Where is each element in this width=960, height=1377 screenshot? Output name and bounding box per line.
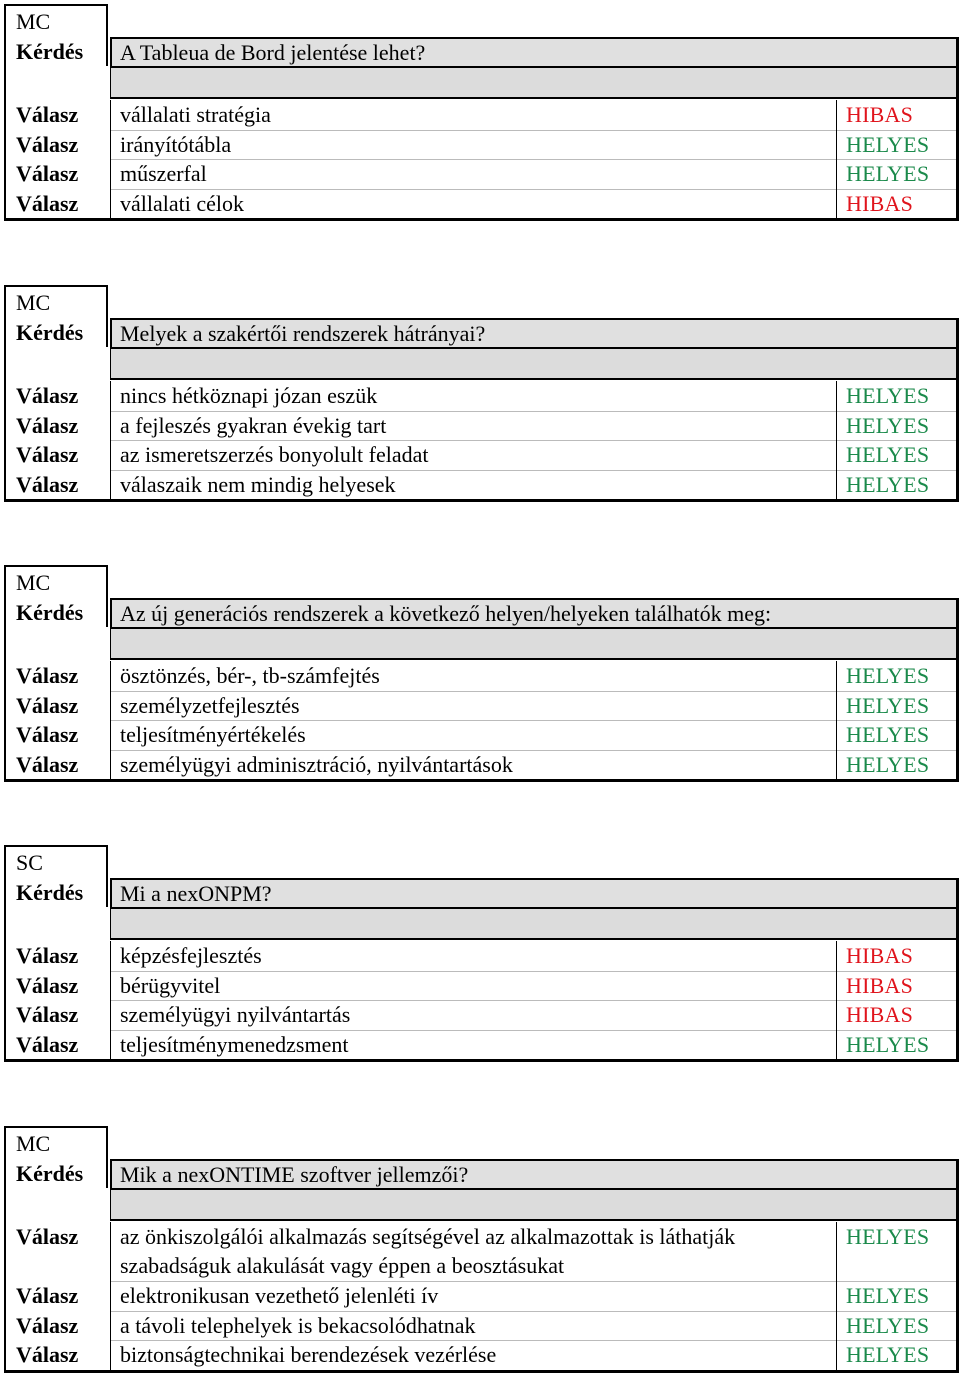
answer-verdict: HIBAS: [846, 972, 914, 998]
blank-row: [110, 909, 959, 939]
verdict-divider: [836, 941, 837, 1059]
frame-left: [4, 907, 6, 1061]
header-empty-cell: [108, 4, 959, 37]
answer-verdict: HIBAS: [846, 943, 914, 968]
answer-verdict: HELYES: [846, 383, 930, 408]
answer-row: [4, 1222, 959, 1281]
answer-verdict: HELYES: [846, 1031, 930, 1057]
answer-label: Válasz: [16, 722, 79, 747]
question-label: Kérdés: [16, 1161, 84, 1186]
answer-text: válaszaik nem mindig helyesek: [120, 471, 396, 497]
answers-top-line: [110, 98, 959, 99]
answers-top-line: [110, 939, 959, 940]
answer-text: biztonságtechnikai berendezések vezérlése: [120, 1342, 497, 1367]
answer-verdict: HELYES: [846, 722, 930, 747]
answer-verdict: HELYES: [846, 751, 930, 777]
answer-verdict: HELYES: [846, 663, 930, 688]
answer-text: teljesítménymenedzsment: [120, 1031, 349, 1057]
answer-verdict: HELYES: [846, 1342, 930, 1367]
answer-label: Válasz: [16, 943, 79, 968]
answer-verdict: HELYES: [846, 1224, 930, 1249]
question-text: Az új generációs rendszerek a következő helyen/helyeken találhatók meg:: [120, 601, 772, 626]
answer-label: Válasz: [16, 131, 79, 157]
frame-right: [956, 909, 959, 1061]
answer-label: Válasz: [16, 412, 79, 438]
answer-verdict: HIBAS: [846, 1002, 914, 1027]
answer-label: Válasz: [16, 190, 79, 216]
label-divider: [110, 100, 111, 218]
answer-text: ösztönzés, bér-, tb-számfejtés: [120, 663, 380, 688]
answer-text: irányítótábla: [120, 131, 232, 157]
frame-bottom: [4, 779, 959, 782]
answer-row: [4, 1000, 959, 1030]
label-divider: [110, 941, 111, 1059]
answer-row: [4, 971, 959, 1001]
block-type-label: MC: [16, 290, 51, 315]
answer-label: Válasz: [16, 972, 79, 998]
answer-label: Válasz: [16, 692, 79, 718]
answer-verdict: HELYES: [846, 161, 930, 186]
verdict-divider: [836, 100, 837, 218]
answer-row: [4, 1281, 959, 1311]
question-text: Mi a nexONPM?: [120, 881, 272, 906]
answer-label: Válasz: [16, 442, 79, 467]
block-type-label: MC: [16, 1131, 51, 1156]
frame-right: [956, 629, 959, 781]
answer-label: Válasz: [16, 1002, 79, 1027]
verdict-divider: [836, 661, 837, 779]
frame-right: [956, 1190, 959, 1372]
blank-row: [110, 629, 959, 659]
answer-verdict: HELYES: [846, 412, 930, 438]
answer-text: személyügyi adminisztráció, nyilvántartások: [120, 751, 513, 777]
answer-text: vállalati célok: [120, 190, 244, 216]
answer-text: személyügyi nyilvántartás: [120, 1002, 351, 1027]
answer-row: [4, 470, 959, 500]
frame-left: [4, 347, 6, 501]
header-empty-cell: [108, 845, 959, 878]
verdict-divider: [836, 381, 837, 499]
answers-top-line: [110, 659, 959, 660]
answer-row: [4, 1340, 959, 1370]
label-divider: [110, 1222, 111, 1370]
answer-label: Válasz: [16, 471, 79, 497]
answer-text: képzésfejlesztés: [120, 943, 262, 968]
answer-text: bérügyvitel: [120, 972, 221, 998]
answer-row: [4, 440, 959, 470]
answer-label: Válasz: [16, 751, 79, 777]
frame-left: [4, 627, 6, 781]
answer-label: Válasz: [16, 161, 79, 186]
blank-row: [110, 1190, 959, 1220]
answer-row: [4, 159, 959, 189]
frame-left: [4, 1188, 6, 1372]
question-text: Mik a nexONTIME szoftver jellemzői?: [120, 1162, 469, 1187]
header-empty-cell: [108, 565, 959, 598]
answers-top-line: [110, 379, 959, 380]
blank-row: [110, 349, 959, 379]
label-divider: [110, 661, 111, 779]
answer-label: Válasz: [16, 383, 79, 408]
answer-text: a távoli telephelyek is bekacsolódhatnak: [120, 1312, 476, 1338]
answer-label: Válasz: [16, 102, 79, 127]
answer-row: [4, 381, 959, 411]
answer-row: [4, 1030, 959, 1060]
frame-right: [956, 68, 959, 220]
answer-verdict: HELYES: [846, 131, 930, 157]
header-empty-cell: [108, 285, 959, 318]
answer-row: [4, 189, 959, 219]
block-type-label: SC: [16, 850, 43, 875]
answer-row: [4, 941, 959, 971]
block-type-label: MC: [16, 9, 51, 34]
verdict-divider: [836, 1222, 837, 1370]
answer-row: [4, 100, 959, 130]
answer-row: [4, 691, 959, 721]
header-empty-cell: [108, 1126, 959, 1159]
answer-row: [4, 130, 959, 160]
block-type-label: MC: [16, 570, 51, 595]
frame-bottom: [4, 1370, 959, 1373]
answer-label: Válasz: [16, 663, 79, 688]
answer-label: Válasz: [16, 1283, 79, 1308]
answer-verdict: HELYES: [846, 1283, 930, 1308]
answer-text: nincs hétköznapi józan eszük: [120, 383, 378, 408]
frame-bottom: [4, 218, 959, 221]
answer-verdict: HELYES: [846, 1312, 930, 1338]
blank-row: [110, 68, 959, 98]
answer-row: [4, 750, 959, 780]
question-text: Melyek a szakértői rendszerek hátrányai?: [120, 321, 486, 346]
frame-left: [4, 66, 6, 220]
answer-row: [4, 720, 959, 750]
answer-row: [4, 1311, 959, 1341]
answer-row: [4, 661, 959, 691]
answer-text: a fejleszés gyakran évekig tart: [120, 412, 387, 438]
answer-label: Válasz: [16, 1224, 79, 1249]
question-label: Kérdés: [16, 600, 84, 625]
answer-label: Válasz: [16, 1312, 79, 1338]
answer-text: személyzetfejlesztés: [120, 692, 300, 718]
answer-text: az önkiszolgálói alkalmazás segítségével az alkalmazottak is láthatják szabadságuk alakulását vagy éppen a beosztásukat: [120, 1224, 736, 1278]
frame-right: [956, 349, 959, 501]
answer-text: vállalati stratégia: [120, 102, 271, 127]
question-text: A Tableua de Bord jelentése lehet?: [120, 40, 426, 65]
question-label: Kérdés: [16, 880, 84, 905]
label-divider: [110, 381, 111, 499]
answer-verdict: HIBAS: [846, 102, 914, 127]
answer-label: Válasz: [16, 1031, 79, 1057]
question-label: Kérdés: [16, 320, 84, 345]
frame-bottom: [4, 499, 959, 502]
answer-verdict: HELYES: [846, 471, 930, 497]
answer-verdict: HIBAS: [846, 190, 914, 216]
answer-text: teljesítményértékelés: [120, 722, 306, 747]
answer-label: Válasz: [16, 1342, 79, 1367]
answer-verdict: HELYES: [846, 692, 930, 718]
answer-text: az ismeretszerzés bonyolult feladat: [120, 442, 429, 467]
answer-text: elektronikusan vezethető jelenléti ív: [120, 1283, 439, 1308]
question-label: Kérdés: [16, 39, 84, 64]
answers-top-line: [110, 1220, 959, 1221]
answer-row: [4, 411, 959, 441]
frame-bottom: [4, 1059, 959, 1062]
answer-text: műszerfal: [120, 161, 207, 186]
answer-verdict: HELYES: [846, 442, 930, 467]
